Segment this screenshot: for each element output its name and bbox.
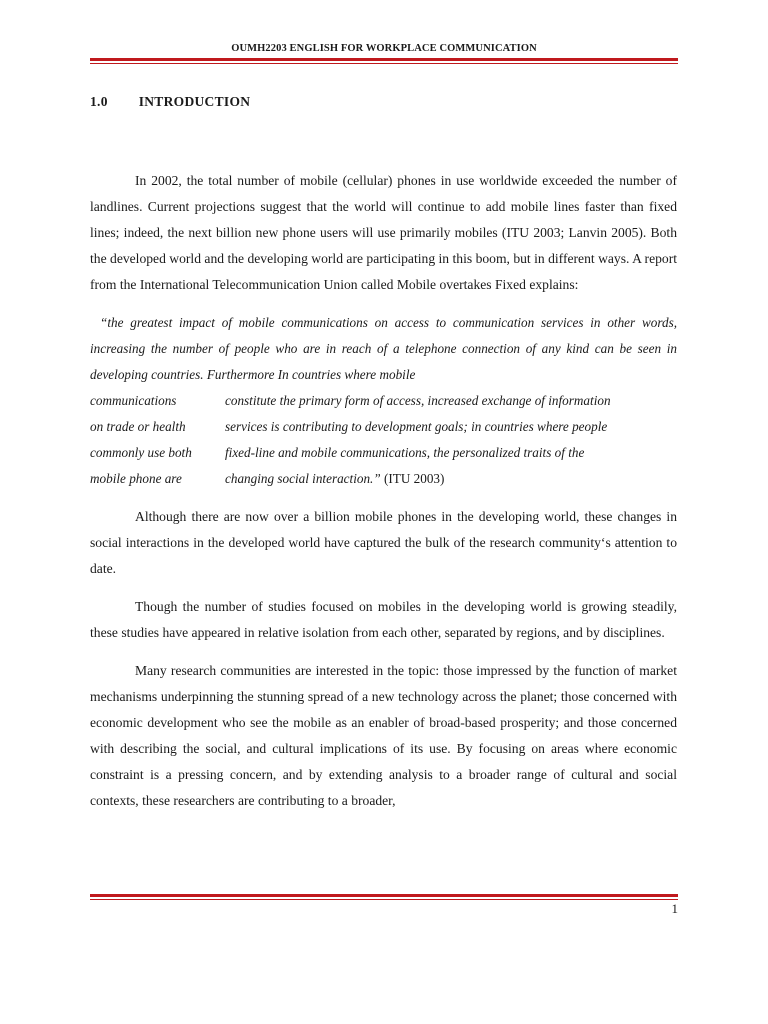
paragraph-3: Though the number of studies focused on mobiles in the developing world is growing steadily, these studies have appeared in relative isolation from each other, separated by regions, and by disciplines. bbox=[90, 599, 677, 640]
quote-row-left: commonly use both bbox=[90, 445, 192, 460]
quote-row-left: mobile phone are bbox=[90, 471, 182, 486]
quote-row-right-text: changing social interaction.” bbox=[225, 471, 381, 486]
footer-divider bbox=[90, 894, 678, 900]
section-number: 1.0 bbox=[90, 94, 108, 109]
header-divider bbox=[90, 58, 678, 64]
block-quote bbox=[90, 310, 677, 492]
quote-citation: (ITU 2003) bbox=[383, 471, 445, 486]
quote-row bbox=[90, 414, 677, 440]
quote-row bbox=[90, 388, 677, 414]
quote-row-left: on trade or health bbox=[90, 419, 186, 434]
quote-row-right bbox=[225, 466, 677, 492]
running-header: OUMH2203 ENGLISH FOR WORKPLACE COMMUNICATION bbox=[231, 43, 537, 54]
paragraph-1: In 2002, the total number of mobile (cellular) phones in use worldwide exceeded the number of landlines. Current projections suggest that the world will continue to add mobile lines faster than fixed lines; indeed, the next billion new phone users will use primarily mobiles (ITU 2003; Lanvin 2005). Both the developed world and the developing world are participating in this boom, but in different ways. A report from the International Telecommunication Union called Mobile overtakes Fixed explains: bbox=[90, 173, 677, 292]
paragraph-4: Many research communities are interested in the topic: those impressed by the function of market mechanisms underpinning the stunning spread of a new technology across the planet; those concerned with economic development who see the mobile as an enabler of broad-based prosperity; and those concerned with describing the social, and cultural implications of its use. By focusing on areas where economic constraint is a pressing concern, and by extending analysis to a broader range of cultural and social contexts, these researchers are contributing to a broader, bbox=[90, 663, 677, 808]
quote-intro: “the greatest impact of mobile communications on access to communication services in other words, increasing the number of people who are in reach of a telephone connection of any kind can be seen in developing countries. Furthermore In countries where mobile bbox=[90, 315, 677, 382]
section-heading bbox=[90, 94, 250, 110]
quote-row-left: communications bbox=[90, 393, 177, 408]
quote-row-right: services is contributing to development goals; in countries where people bbox=[225, 419, 608, 434]
paragraph-2: Although there are now over a billion mobile phones in the developing world, these changes in social interactions in the developed world have captured the bulk of the research community‘s attention to date. bbox=[90, 509, 677, 576]
quote-row bbox=[90, 440, 677, 466]
quote-row-right: fixed-line and mobile communications, the personalized traits of the bbox=[225, 445, 585, 460]
page-number: 1 bbox=[671, 901, 678, 916]
quote-row-right: constitute the primary form of access, increased exchange of information bbox=[225, 393, 611, 408]
section-title: INTRODUCTION bbox=[138, 94, 251, 109]
body-text bbox=[90, 168, 677, 826]
quote-row bbox=[90, 466, 677, 492]
